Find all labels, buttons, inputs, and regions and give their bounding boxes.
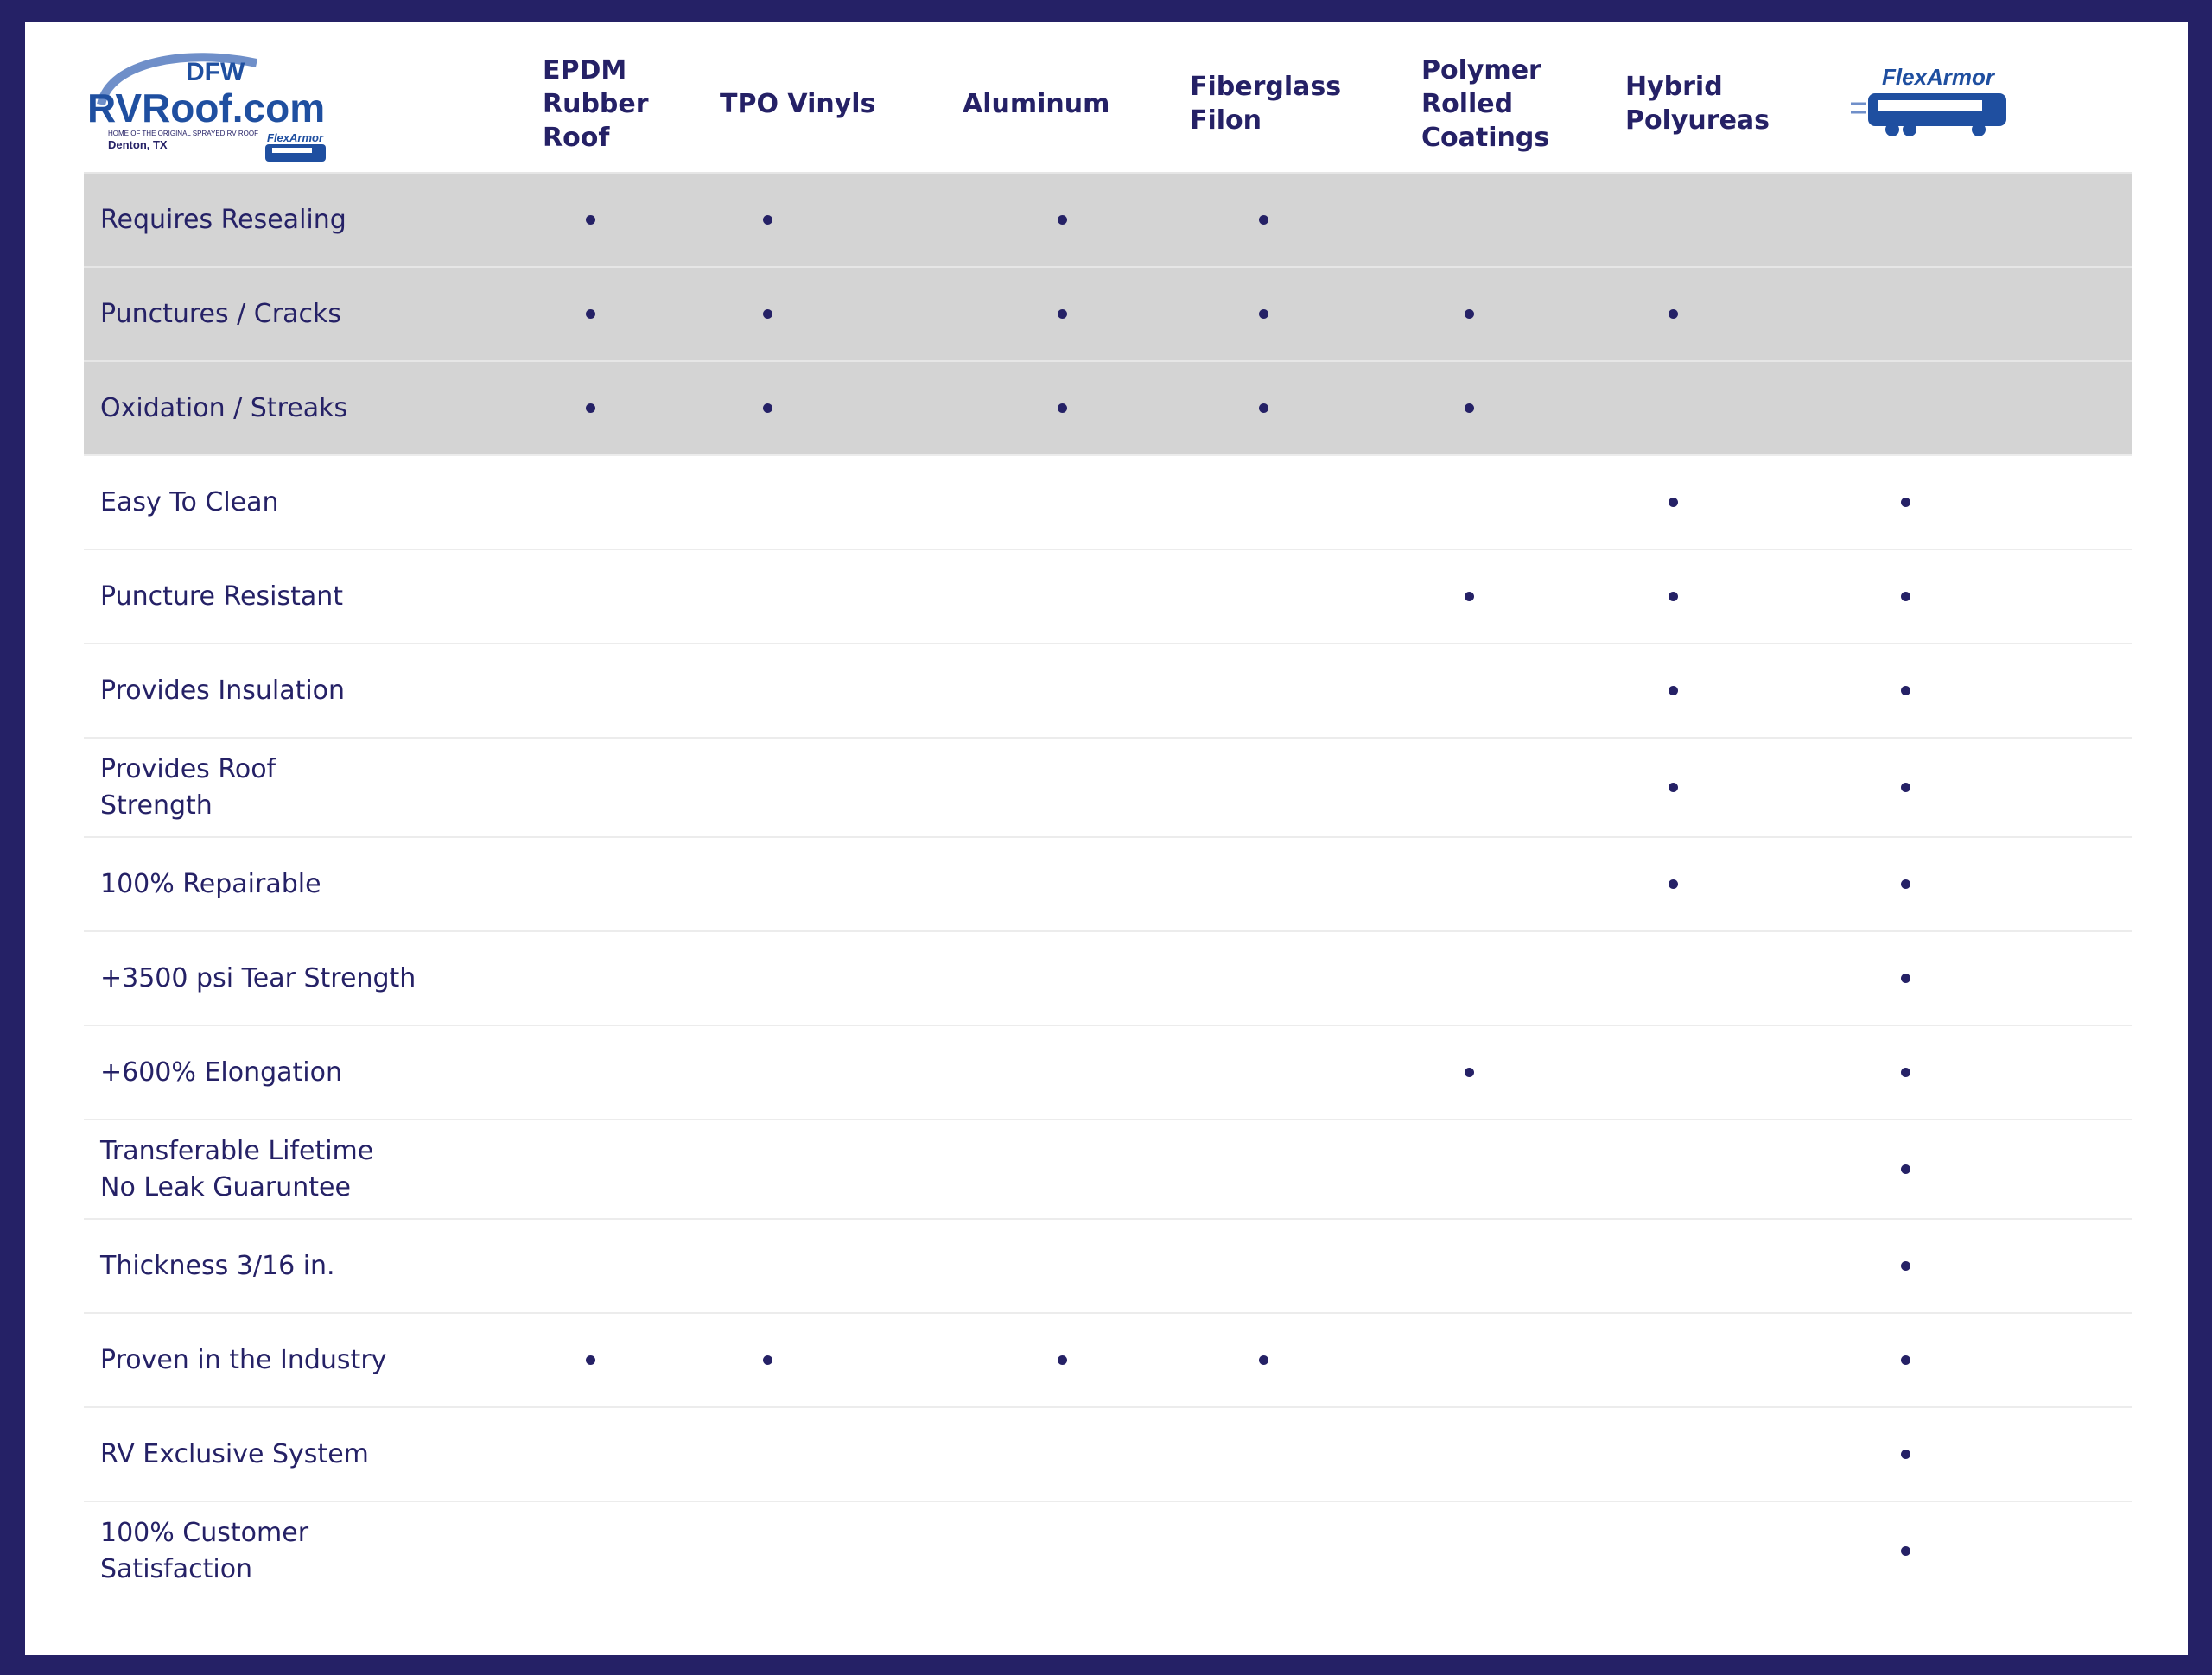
bullet-mark-icon [763,309,772,319]
mark-cell [543,1502,720,1600]
table-row [84,643,2132,737]
row-label-line: Easy To Clean [100,486,279,517]
column-header-line: Coatings [1421,122,1550,153]
column-header-line: Polymer [1421,54,1541,86]
table-row [84,454,2132,549]
mark-cell [1190,174,1421,266]
row-label [84,1133,543,1206]
mark-cell [1625,362,1849,454]
table-row [84,1312,2132,1406]
mark-cell [543,268,720,360]
bullet-mark-icon [1901,592,1910,601]
logo-location: Denton, TX [108,138,168,151]
mark-cell [963,550,1190,643]
mark-cell [1849,174,2132,266]
bullet-mark-icon [1901,686,1910,695]
mark-cell [1849,362,2132,454]
mark-cell [1421,550,1625,643]
table-row [84,930,2132,1025]
table-row [84,549,2132,643]
column-header [720,87,963,121]
mark-cell [963,1314,1190,1406]
mark-cell [720,1314,963,1406]
mark-cell [1625,1120,1849,1218]
bullet-mark-icon [1465,403,1474,413]
bullet-mark-icon [1058,1355,1067,1365]
mark-cell [963,1120,1190,1218]
mark-cell [1421,1502,1625,1600]
bullet-mark-icon [763,403,772,413]
logo-tagline: HOME OF THE ORIGINAL SPRAYED RV ROOF [108,130,258,137]
comparison-frame [25,22,2188,1655]
bullet-mark-icon [1669,309,1678,319]
mark-cell [543,1220,720,1312]
mark-cell [1849,1408,2132,1501]
row-label [84,1515,543,1588]
bullet-mark-icon [586,1355,595,1365]
logo-graphic [84,44,343,165]
mark-cell [1849,1314,2132,1406]
mark-cell [543,1314,720,1406]
bullet-mark-icon [1901,498,1910,507]
logo-brand: FlexArmor [267,131,324,144]
mark-cell [963,739,1190,836]
mark-cell [720,1502,963,1600]
mark-cell [1625,456,1849,549]
bullet-mark-icon [1669,498,1678,507]
row-label-line: Thickness 3/16 in. [100,1250,335,1281]
bullet-mark-icon [1259,309,1268,319]
mark-cell [1849,1120,2132,1218]
mark-cell [963,456,1190,549]
bullet-mark-icon [763,215,772,225]
mark-cell [543,1408,720,1501]
mark-cell [543,739,720,836]
mark-cell [1849,739,2132,836]
bullet-mark-icon [586,403,595,413]
row-label [84,485,543,521]
bullet-mark-icon [1901,1355,1910,1365]
mark-cell [543,932,720,1025]
mark-cell [1625,550,1849,643]
mark-cell [720,174,963,266]
column-header-line: EPDM [543,54,627,86]
bullet-mark-icon [1901,1261,1910,1271]
mark-cell [1190,838,1421,930]
table-row [84,737,2132,836]
table-row [84,1501,2132,1600]
mark-cell [720,362,963,454]
row-label-line: Requires Resealing [100,204,346,235]
row-label-line: Provides Insulation [100,675,346,706]
mark-cell [1190,1502,1421,1600]
bullet-mark-icon [1058,309,1067,319]
mark-cell [1421,174,1625,266]
mark-cell [543,550,720,643]
mark-cell [1849,1502,2132,1600]
row-label [84,390,543,427]
mark-cell [1625,1220,1849,1312]
mark-cell [1421,1120,1625,1218]
bullet-mark-icon [1058,215,1067,225]
bullet-mark-icon [1669,879,1678,889]
column-header [1190,70,1421,137]
mark-cell [543,174,720,266]
bullet-mark-icon [586,215,595,225]
mark-cell [1625,1502,1849,1600]
row-label-line: Punctures / Cracks [100,298,341,329]
column-header [1421,54,1625,155]
mark-cell [720,644,963,737]
mark-cell [1625,1026,1849,1119]
row-label-line: Provides Roof [100,753,276,784]
mark-cell [1625,1314,1849,1406]
table-row [84,172,2132,266]
mark-cell [543,456,720,549]
column-header-line: TPO Vinyls [720,88,876,119]
row-label [84,1055,543,1091]
mark-cell [963,174,1190,266]
mark-cell [963,1502,1190,1600]
mark-cell [1849,456,2132,549]
row-label [84,579,543,615]
mark-cell [1421,456,1625,549]
mark-cell [1625,268,1849,360]
flexarmor-column-logo [1849,60,2132,147]
column-header-line: Filon [1190,105,1262,136]
mark-cell [1849,550,2132,643]
mark-cell [720,1408,963,1501]
mark-cell [963,1220,1190,1312]
table-header [84,35,2132,172]
flexarmor-logo-icon [1849,60,2013,138]
table-row [84,360,2132,454]
bullet-mark-icon [586,309,595,319]
column-header [1625,70,1849,137]
mark-cell [1421,268,1625,360]
row-label [84,866,543,903]
row-label [84,673,543,709]
mark-cell [543,362,720,454]
mark-cell [1190,456,1421,549]
row-label [84,1437,543,1473]
row-label-line: +600% Elongation [100,1056,342,1088]
mark-cell [1849,932,2132,1025]
mark-cell [720,932,963,1025]
mark-cell [1190,1120,1421,1218]
bullet-mark-icon [1259,215,1268,225]
mark-cell [963,362,1190,454]
mark-cell [720,739,963,836]
mark-cell [963,932,1190,1025]
mark-cell [720,1220,963,1312]
column-header-line: Polyureas [1625,105,1770,136]
row-label-line: 100% Customer [100,1517,309,1548]
mark-cell [963,838,1190,930]
column-header-line: Aluminum [963,88,1110,119]
column-header-line: Roof [543,122,610,153]
mark-cell [1849,838,2132,930]
row-label-line: Proven in the Industry [100,1344,387,1375]
mark-cell [543,644,720,737]
mark-cell [1421,1314,1625,1406]
mark-cell [720,456,963,549]
mark-cell [1421,932,1625,1025]
column-header-line: Rubber [543,88,649,119]
column-header [963,87,1190,121]
row-label-line: +3500 psi Tear Strength [100,962,416,993]
mark-cell [963,1026,1190,1119]
table-row [84,1406,2132,1501]
row-label-line: 100% Repairable [100,868,321,899]
mark-cell [1190,1220,1421,1312]
row-label [84,1342,543,1379]
mark-cell [1625,932,1849,1025]
bullet-mark-icon [1058,403,1067,413]
table-row [84,1119,2132,1218]
table-row [84,1025,2132,1119]
bullet-mark-icon [1259,1355,1268,1365]
bullet-mark-icon [763,1355,772,1365]
mark-cell [1190,268,1421,360]
mark-cell [1849,1220,2132,1312]
mark-cell [1849,644,2132,737]
mark-cell [1421,1026,1625,1119]
mark-cell [1421,1408,1625,1501]
mark-cell [1421,739,1625,836]
bullet-mark-icon [1465,1068,1474,1077]
mark-cell [1625,1408,1849,1501]
mark-cell [720,1120,963,1218]
mark-cell [963,268,1190,360]
mark-cell [1421,1220,1625,1312]
bullet-mark-icon [1901,879,1910,889]
mark-cell [1190,932,1421,1025]
bullet-mark-icon [1901,1546,1910,1556]
mark-cell [543,838,720,930]
bullet-mark-icon [1669,686,1678,695]
mark-cell [1849,1026,2132,1119]
row-label-line: Transferable Lifetime [100,1135,374,1166]
column-header-line: Rolled [1421,88,1514,119]
row-label-line: No Leak Guaruntee [100,1171,351,1202]
flexarmor-logo-text: FlexArmor [1882,64,1995,90]
mark-cell [1190,1314,1421,1406]
logo-top-text: DFW [186,58,245,86]
table-body [84,172,2132,1600]
mark-cell [1190,1026,1421,1119]
bullet-mark-icon [1901,1450,1910,1459]
mark-cell [1190,362,1421,454]
mark-cell [963,644,1190,737]
bullet-mark-icon [1669,783,1678,792]
bullet-mark-icon [1901,783,1910,792]
mark-cell [1190,550,1421,643]
row-label [84,752,543,824]
table-row [84,1218,2132,1312]
row-label-line: Satisfaction [100,1553,253,1584]
mark-cell [543,1026,720,1119]
row-label [84,202,543,238]
mark-cell [1625,174,1849,266]
mark-cell [1849,268,2132,360]
mark-cell [963,1408,1190,1501]
mark-cell [720,1026,963,1119]
mark-cell [1421,362,1625,454]
comparison-table [84,35,2132,1600]
table-row [84,836,2132,930]
column-header [543,54,720,155]
row-label-line: Strength [100,790,213,821]
logo-main-text: RVRoof.com [87,86,326,130]
mark-cell [1190,644,1421,737]
row-label-line: RV Exclusive System [100,1438,369,1469]
table-row [84,266,2132,360]
column-header-line: Fiberglass [1190,72,1342,102]
row-label [84,296,543,333]
mark-cell [1421,644,1625,737]
row-label-line: Oxidation / Streaks [100,392,348,423]
mark-cell [1625,838,1849,930]
bullet-mark-icon [1901,1068,1910,1077]
mark-cell [1625,644,1849,737]
mark-cell [1190,1408,1421,1501]
row-label [84,1248,543,1285]
mark-cell [720,550,963,643]
bullet-mark-icon [1901,1164,1910,1174]
row-label-line: Puncture Resistant [100,581,344,612]
mark-cell [1190,739,1421,836]
mark-cell [1625,739,1849,836]
mark-cell [720,268,963,360]
bullet-mark-icon [1465,309,1474,319]
column-header-line: Hybrid [1625,72,1723,102]
row-label [84,961,543,997]
bullet-mark-icon [1669,592,1678,601]
mark-cell [543,1120,720,1218]
bullet-mark-icon [1465,592,1474,601]
bullet-mark-icon [1259,403,1268,413]
bullet-mark-icon [1901,974,1910,983]
mark-cell [1421,838,1625,930]
dfw-rvroof-logo [84,35,543,172]
mark-cell [720,838,963,930]
